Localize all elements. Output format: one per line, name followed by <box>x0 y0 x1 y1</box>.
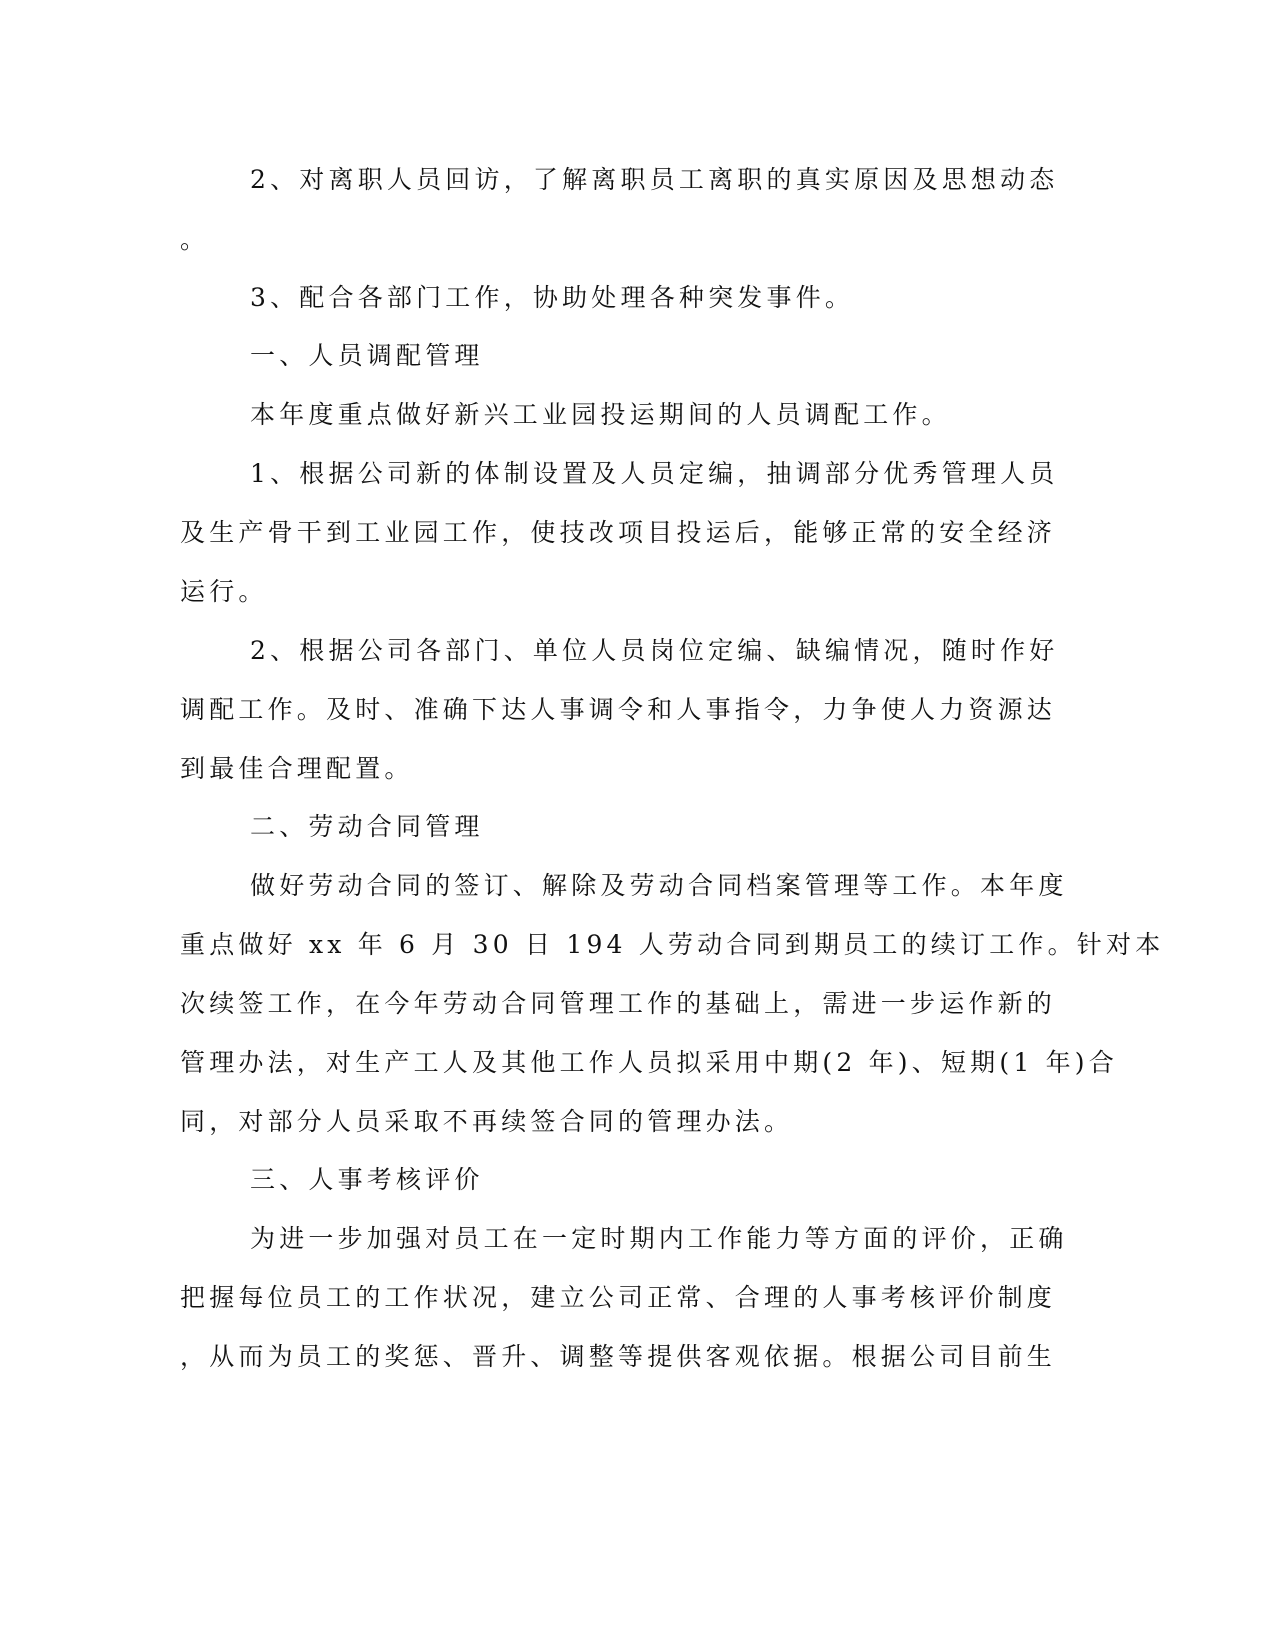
paragraph-line: 次续签工作，在今年劳动合同管理工作的基础上，需进一步运作新的 <box>180 989 1057 1018</box>
paragraph-line: 到最佳合理配置。 <box>180 754 414 783</box>
section-heading: 三、人事考核评价 <box>250 1165 484 1194</box>
section-heading: 二、劳动合同管理 <box>250 812 484 841</box>
paragraph-line: 及生产骨干到工业园工作，使技改项目投运后，能够正常的安全经济 <box>180 518 1057 547</box>
paragraph-line: 管理办法，对生产工人及其他工作人员拟采用中期(2 年)、短期(1 年)合 <box>180 1048 1118 1077</box>
paragraph-line: 3、配合各部门工作，协助处理各种突发事件。 <box>250 283 855 312</box>
paragraph-line: 为进一步加强对员工在一定时期内工作能力等方面的评价，正确 <box>250 1224 1068 1253</box>
paragraph-line: 1、根据公司新的体制设置及人员定编，抽调部分优秀管理人员 <box>250 459 1059 488</box>
paragraph-line: 重点做好 xx 年 6 月 30 日 194 人劳动合同到期员工的续订工作。针对本 <box>180 930 1165 959</box>
paragraph-line: 做好劳动合同的签订、解除及劳动合同档案管理等工作。本年度 <box>250 871 1068 900</box>
paragraph-line: 。 <box>180 225 210 254</box>
paragraph-line: ，从而为员工的奖惩、晋升、调整等提供客观依据。根据公司目前生 <box>180 1342 1057 1371</box>
paragraph-line: 调配工作。及时、准确下达人事调令和人事指令，力争使人力资源达 <box>180 695 1057 724</box>
section-heading: 一、人员调配管理 <box>250 341 484 370</box>
paragraph-line: 运行。 <box>180 577 268 606</box>
paragraph-line: 2、对离职人员回访，了解离职员工离职的真实原因及思想动态 <box>250 165 1059 194</box>
paragraph-line: 2、根据公司各部门、单位人员岗位定编、缺编情况，随时作好 <box>250 636 1059 665</box>
paragraph-line: 同，对部分人员采取不再续签合同的管理办法。 <box>180 1107 794 1136</box>
paragraph-line: 本年度重点做好新兴工业园投运期间的人员调配工作。 <box>250 400 951 429</box>
paragraph-line: 把握每位员工的工作状况，建立公司正常、合理的人事考核评价制度 <box>180 1283 1057 1312</box>
